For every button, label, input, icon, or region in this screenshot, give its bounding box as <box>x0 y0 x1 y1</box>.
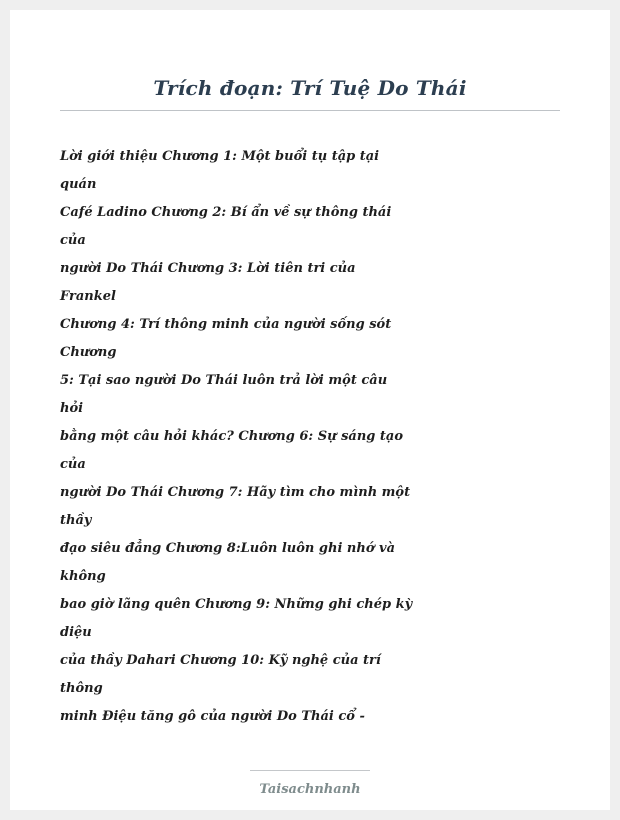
text-line: Lời giới thiệu Chương 1: Một buổi tụ tập tại <box>60 149 380 164</box>
text-line: Café Ladino Chương 2: Bí ẩn về sự thông thái <box>60 205 392 220</box>
text-line: người Do Thái Chương 3: Lời tiên tri của <box>60 261 356 276</box>
text-line: người Do Thái Chương 7: Hãy tìm cho mình một <box>60 485 411 500</box>
text-line: không <box>60 569 106 584</box>
text-line: minh Điệu tăng gô của người Do Thái cổ - <box>60 709 365 724</box>
text-line: đạo siêu đẳng Chương 8:Luôn luôn ghi nhớ và <box>60 541 395 556</box>
footer-source: Taisachnhanh <box>259 782 361 797</box>
document-title: Trích đoạn: Trí Tuệ Do Thái <box>153 76 467 100</box>
text-line: 5: Tại sao người Do Thái luôn trả lời một câu <box>60 373 388 388</box>
text-line: bằng một câu hỏi khác? Chương 6: Sự sáng tạo <box>60 429 404 444</box>
text-line: thông <box>60 681 103 696</box>
text-line: thầy <box>60 513 92 528</box>
text-line: của <box>60 457 86 472</box>
text-line: quán <box>60 177 97 192</box>
title-divider <box>60 110 560 111</box>
text-line: của <box>60 233 86 248</box>
text-line: Chương 4: Trí thông minh của người sống sót <box>60 317 392 332</box>
text-line: diệu <box>60 625 92 640</box>
document-page <box>10 10 610 810</box>
text-line: Frankel <box>60 289 116 304</box>
text-line: Chương <box>60 345 117 360</box>
text-line: bao giờ lãng quên Chương 9: Những ghi chép kỳ <box>60 597 413 612</box>
footer-divider <box>250 770 370 771</box>
text-line: hỏi <box>60 401 84 416</box>
document-body <box>60 143 413 731</box>
text-line: của thầy Dahari Chương 10: Kỹ nghệ của trí <box>60 653 381 668</box>
